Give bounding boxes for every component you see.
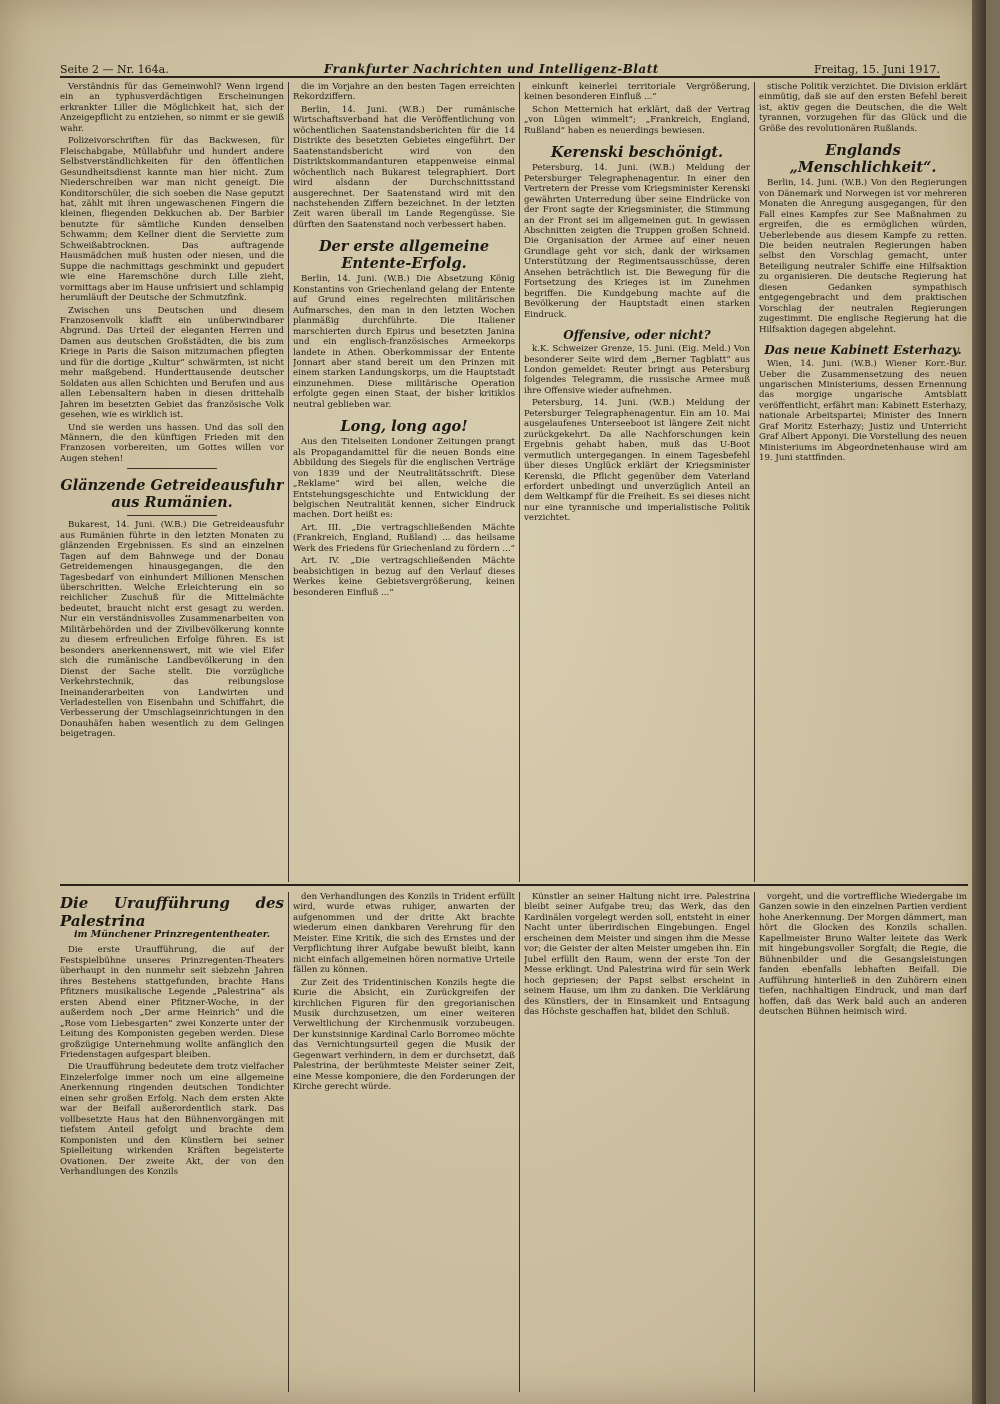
- article-paragraph: Art. III. „Die vertragschließenden Mächte (Frankreich, England, Rußland) ... das heilsame Werk des Friedens für Griechenland zu fördern ...“: [293, 522, 515, 554]
- article-paragraph: Petersburg, 14. Juni. (W.B.) Meldung der Petersburger Telegraphenagentur. In einer den Vertretern der Presse vom Kriegsminister Kerenski gewährten Unterredung über seine Eindrücke von der Front sagte der Kriegsminister, die Stimmung an der Front sei im allgemeinen gut. In gewissen Abschnitten zeigten die Truppen großen Schneid. Die Organisation der Armee auf einer neuen Grundlage geht vor sich, dank der wirksamen Unterstützung der Regimentsausschüsse, deren Ansehen beträchtlich ist. Die Bewegung für die Fortsetzung des Krieges ist im Zunehmen begriffen. Die Kundgebung machte auf die Bevölkerung der Hauptstadt einen starken Eindruck.: [524, 163, 750, 320]
- headline-long-ago: Long, long ago!: [340, 418, 468, 436]
- article-paragraph: Und sie werden uns hassen. Und das soll den Männern, die den künftigen Frieden mit den Franzosen vorbereiten, um Gottes willen vor Augen stehen!: [60, 422, 284, 464]
- issue-date: Freitag, 15. Juni 1917.: [813, 63, 940, 76]
- article-paragraph: stische Politik verzichtet. Die Division erklärt einmütig, daß sie auf den ersten Befehl bereit ist, aktiv gegen die Deutschen, die die Welt tyrannen, vorzugehen für das Glück und die Größe des revolutionären Rußlands.: [759, 82, 967, 134]
- article-paragraph: Polizeivorschriften für das Backwesen, für Fleischabgabe, Müllabfuhr und hundert andere Selbstverständlichkeiten für den öffentlichen Gesundheitsdienst kannte man hier nicht. Zum Niederschreiben war man nicht geneigt. Die Konditorschüler, die sich soeben die Nase geputzt hat, zählt mit ihren ungewaschenen Fingern die kleinen, fliegenden Dekkuchen ab. Der Barbier benutzte für sämtliche Kunden denselben Schwamm; dem Kellner dient die Serviette zum Schweißabtrocknen. Das auftragende Hausmädchen muß husten oder niesen, und die Suppe die nachmittags geschminkt und gepudert wie eine Haremschöne durch Lille zieht, vormittags aber im Hause unfrisiert und schlampig herumläuft der Deutsche der Schmutzfink.: [60, 136, 284, 304]
- article-paragraph: Die Uraufführung bedeutete dem trotz vielfacher Einzelerfolge immer noch um eine allgemeine Anerkennung ringenden deutschen Tondichter einen sehr großen Erfolg. Nach dem ersten Akte war der Beifall außerordentlich stark. Das vollbesetzte Haus hat den Bühnenvorgängen mit tiefstem Anteil gefolgt und brachte dem Komponisten und den Künstlern bei seiner Spielleitung wirkenden Kräften begeisterte Ovationen. Der zweite Akt, der von den Verhandlungen des Konzils: [60, 1062, 284, 1177]
- article-paragraph: Schon Metternich hat erklärt, daß der Vertrag „von Lügen wimmelt“; „Frankreich, England, Rußland“ haben es neuerdings bewiesen.: [524, 104, 750, 136]
- headline-palestrina: Die Uraufführung des Palestrina: [60, 894, 284, 930]
- headline-getreide: Glänzende Getreideausfuhr aus Rumänien.: [60, 477, 284, 512]
- article-paragraph: die im Vorjahre an den besten Tagen erreichten Rekordziffern.: [293, 82, 515, 103]
- column-4: [759, 82, 967, 882]
- headline-offensive: Offensive, oder nicht?: [563, 328, 711, 343]
- headline-kerenski: Kerenski beschönigt.: [550, 144, 724, 162]
- column-3: [524, 82, 750, 882]
- column-7: [524, 892, 750, 1392]
- subheadline-palestrina: im Münchener Prinzregententheater.: [73, 929, 271, 940]
- masthead: [60, 52, 940, 78]
- column-2: [293, 82, 515, 882]
- article-paragraph: Art. IV. „Die vertragschließenden Mächte beabsichtigen in bezug auf den Verlauf dieses Werkes keine Gebietsvergrößerung, keinen besonderen Einfluß ...“: [293, 556, 515, 598]
- article-paragraph: Berlin, 14. Juni. (W.B.) Die Absetzung König Konstantins von Griechenland gelang der Entente auf Grund eines regelrechten militärischen Aufmarsches, den man in den letzten Wochen planmäßig durchführte. Die Italiener marschierten durch Epirus und besetzten Janina und ein englisch-französisches Armeekorps landete in Athen. Oberkommissar der Entente Jonnart aber stand bereit um den Prinzen mit einem starken Landungskorps, um die Hauptstadt einzunehmen. Diese militärische Operation erfolgte gegen einen Staat, der bisher kritiklos neutral geblieben war.: [293, 274, 515, 410]
- column-5: [60, 892, 284, 1392]
- page-number: Seite 2 — Nr. 164a.: [60, 63, 169, 76]
- headline-englands: Englands „Menschlichkeit“.: [789, 142, 937, 177]
- article-paragraph: Zwischen uns Deutschen und diesem Franzosenvolk klafft ein unüberwindbarer Abgrund. Das Urteil der eleganten Herren und Damen aus deutschen Großstädten, die bis zum Kriege in Paris die Saison mitzumachen pflegten und für die dortige „Kultur“ schwärmten, ist nicht mehr maßgebend. Hunderttausende deutscher Soldaten aus allen Schichten und Berufen und aus allen Lebensaltern haben in diesen drittehalb Jahren im besetzten Gebiet das französische Volk gesehen, wie es wirklich ist.: [60, 305, 284, 421]
- headline-entente: Der erste allgemeine Entente-Erfolg.: [318, 238, 490, 273]
- article-paragraph: Berlin, 14. Juni. (W.B.) Der rumänische Wirtschaftsverband hat die Veröffentlichung von wöchentlichen Saatenstandsberichten für die 14 Distrikte des besetzten Gebietes eingeführt. Der Saatenstandsbericht wird von den Distriktskommandanturen etappenweise einmal wöchentlich nach Bukarest telegraphiert. Dort wird alsdann der Durchschnittsstand ausgerechnet. Der Saatenstand wird mit den nachstehenden Ziffern bezeichnet. In der letzten Zeit waren überall im Lande Regengüsse. Sie dürften den Saatenstand noch verbessert haben.: [293, 104, 515, 230]
- article-paragraph: Aus den Titelseiten Londoner Zeitungen prangt als Propagandamittel für die neuen Bonds eine Abbildung des Siegels für die englischen Verträge von 1839 und der Neutralitätsschrift. Diese „Reklame“ wird bei allen, welche die Entstehungsgeschichte und Entwicklung der belgischen Neutralität kennen, sicher Eindruck machen. Dort heißt es:: [293, 437, 515, 521]
- article-paragraph: Petersburg, 14. Juni. (W.B.) Meldung der Petersburger Telegraphenagentur. Ein am 10. Mai ausgelaufenes Unterseeboot ist längere Zeit nicht zurückgekehrt. Da alle Nachforschungen kein Ergebnis gehabt haben, muß das U-Boot vermutlich untergegangen. In einem Tagesbefehl über dieses Unglück erklärt der Kriegsminister Kerenski, die Pflicht gegenüber dem Vaterland erfordert unbedingt und unverzüglich Anteil an dem Weltkampf für die Freiheit. Es sei dieses nicht nur eine tyrannische und imperialistische Politik verzichtet.: [524, 398, 750, 524]
- article-paragraph: Verständnis für das Gemeinwohl? Wenn irgend ein an typhusverdächtigen Erscheinungen erkrankter Liller die Möglichkeit hat, sich der Anzeigepflicht zu entziehen, so nimmt er sie gewiß wahr.: [60, 82, 284, 134]
- headline-kabinett: Das neue Kabinett Esterhazy.: [764, 343, 962, 358]
- article-paragraph: Künstler an seiner Haltung nicht irre. Palestrina bleibt seiner Aufgabe treu; das Werk, das den Kardinälen vorgelegt werden soll, entsteht in einer Nacht unter überirdischen Eingebungen. Engel erscheinen dem Meister und singen ihm die Messe vor; die Geister der alten Meister umgeben ihn. Ein Jubel erfüllt den Raum, wenn der erste Ton der Messe erklingt. Und Palestrina wird für sein Werk hoch gepriesen; der Papst selbst erscheint in seinem Hause, um ihm zu danken. Die Verklärung des Künstlers, der in Einsamkeit und Entsagung das Höchste geschaffen hat, bildet den Schluß.: [524, 892, 750, 1017]
- article-paragraph: Berlin, 14. Juni. (W.B.) Von den Regierungen von Dänemark und Norwegen ist vor mehreren Monaten die Anregung ausgegangen, für den Fall eines Kampfes zur See Maßnahmen zu ergreifen, die es ermöglichen würden, Ueberlebende aus diesem Kampfe zu retten. Die beiden neutralen Regierungen haben selbst den Vorschlag gemacht, unter Beteiligung neutraler Schiffe eine Hilfsaktion zu organisieren. Die deutsche Regierung hat diesen Gedanken sympathisch entgegengebracht und dem praktischen Vorschlag der neutralen Regierungen zugestimmt. Die englische Regierung hat die Hilfsaktion dagegen abgelehnt.: [759, 178, 967, 335]
- column-1: [60, 82, 284, 882]
- column-8: [759, 892, 967, 1392]
- article-paragraph: Die erste Uraufführung, die auf der Festspielbühne unseres Prinzregenten-Theaters überhaupt in den nunmehr seit siebzehn Jahren ihres Bestehens stattgefunden, brachte Hans Pfitzners musikalische Legende „Palestrina“ als ersten Abend einer Pfitzner-Woche, in der außerdem noch „Der arme Heinrich“ und die „Rose vom Liebesgarten“ zwei Konzerte unter der Leitung des Komponisten gegeben werden. Diese großzügige Unternehmung wollte anfänglich den Friedenstagen aufgespart bleiben.: [60, 945, 284, 1060]
- page-edge: [972, 0, 986, 1404]
- article-paragraph: Wien, 14. Juni. (W.B.) Wiener Korr.-Bur. Ueber die Zusammensetzung des neuen ungarischen Ministeriums, dessen Ernennung das morgige ungarische Amtsblatt veröffentlicht, erfährt man: Kabinett Esterhazy, nationale Arbeitspartei; Minister des Innern Graf Moritz Esterhazy; Justiz und Unterricht Graf Albert Apponyi. Die Vorstellung des neuen Ministeriums im Abgeordnetenhause wird am 19. Juni stattfinden.: [759, 359, 967, 464]
- article-paragraph: Zur Zeit des Tridentinischen Konzils hegte die Kurie die Absicht, ein Zurückgreifen der kirchlichen Figuren für den gregorianischen Musik durchzusetzen, um einer weiteren Verweltlichung der Kirchenmusik vorzubeugen. Der kunstsinnige Kardinal Carlo Borromeo möchte das Vernichtungsurteil gegen die Musik der Gegenwart verhindern, in dem er durchsetzt, daß Palestrina, der berühmteste Meister seiner Zeit, eine Messe komponiere, die den Forderungen der Kirche gerecht würde.: [293, 977, 515, 1093]
- article-paragraph: k.K. Schweizer Grenze, 15. Juni. (Eig. Meld.) Von besonderer Seite wird dem „Berner Tagblatt“ aus London gemeldet: Reuter bringt aus Petersburg folgendes Telegramm, die russische Armee muß ihre Offensive wieder aufnehmen.: [524, 344, 750, 396]
- article-paragraph: vorgeht, und die vortreffliche Wiedergabe im Ganzen sowie in den einzelnen Partien verdient hohe Anerkennung. Der Morgen dämmert, man hört die Glocken des Konzils schallen. Kapellmeister Bruno Walter leitete das Werk mit hingebungsvoller Sorgfalt; die Regie, die Bühnenbilder und die Gesangsleistungen fanden ebenfalls lebhaften Beifall. Die Aufführung hinterließ in den Zuhörern einen tiefen, nachhaltigen Eindruck, und man darf hoffen, daß das Werk bald auch an anderen deutschen Bühnen heimisch wird.: [759, 892, 967, 1017]
- article-paragraph: Bukarest, 14. Juni. (W.B.) Die Getreideausfuhr aus Rumänien führte in den letzten Monaten zu glänzenden Ergebnissen. Es sind an einzelnen Tagen auf dem Bahnwege und der Donau Getreidemengen hinausgegangen, die den Tagesbedarf von einhundert Millionen Menschen überschritten. Welche Erleichterung ein so reichlicher Zuschuß für die Mittelmächte bedeutet, braucht nicht erst gesagt zu werden. Nur ein verständnisvolles Zusammenarbeiten von Militärbehörden und der Zivilbevölkerung konnte zu diesem erfreulichen Erfolge führen. Es ist besonders anerkennenswert, mit wie viel Eifer sich die rumänische Landbevölkerung in den Dienst der Sache stellt. Die vorzügliche Verkehrstechnik, das reibungslose Ineinanderarbeiten von Landwirten und Verladestellen von Eisenbahn und Schiffahrt, die Verbesserung der Umschlagseinrichtungen in den Donauhäfen haben wesentlich zu dem Gelingen beigetragen.: [60, 520, 284, 740]
- column-6: [293, 892, 515, 1392]
- newspaper-title: Frankfurter Nachrichten und Intelligenz-Blatt: [323, 62, 659, 76]
- article-paragraph: einkunft keinerlei territoriale Vergrößerung, keinen besonderen Einfluß ...“: [524, 82, 750, 103]
- article-paragraph: den Verhandlungen des Konzils in Trident erfüllt wird, wurde etwas ruhiger, anwarten der aufgenommen und der dritte Akt brachte wiederum einen dankbaren Verehrung für den Meister. Eine Kritik, die sich des Ernstes und der Verpflichtung ihrer Aufgabe bewußt bleibt, kann nicht einfach allgemeinen hören normative Urteile fällen zu können.: [293, 892, 515, 976]
